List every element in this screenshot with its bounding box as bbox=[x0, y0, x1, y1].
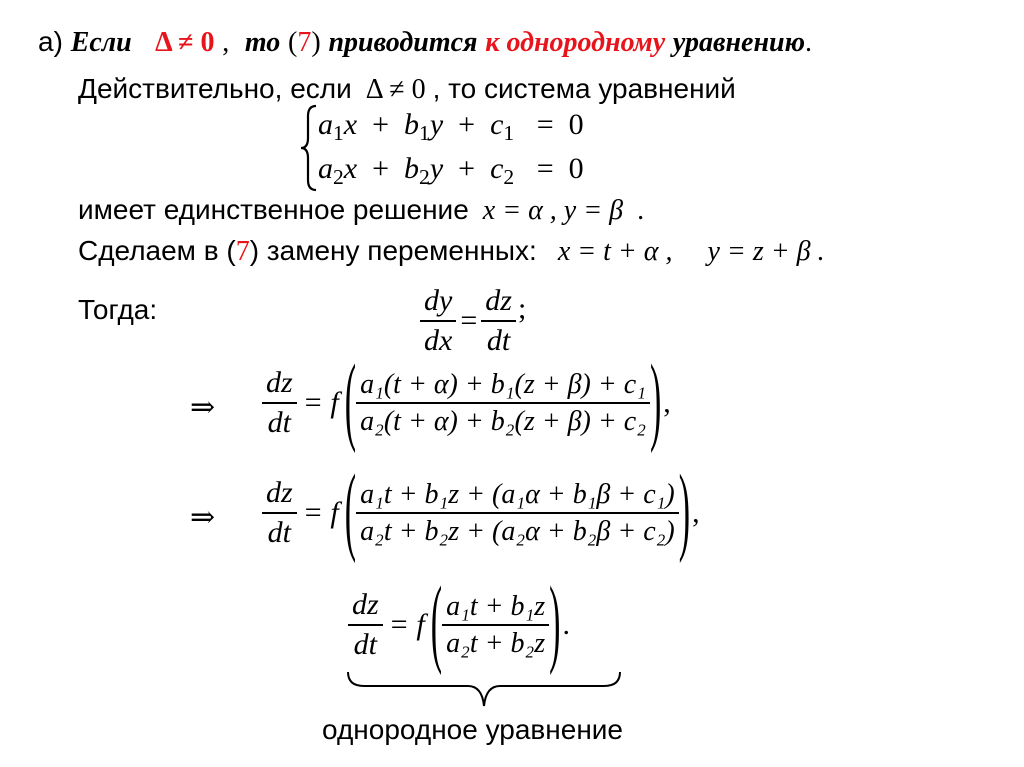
fraction-dy-dx bbox=[420, 282, 456, 359]
plus: + bbox=[458, 152, 476, 185]
plus: + bbox=[372, 108, 390, 141]
line4-text-b: ) замену переменных: bbox=[249, 235, 537, 266]
equation-step-1 bbox=[262, 347, 671, 455]
semicolon: ; bbox=[517, 291, 527, 325]
fraction-dz-dt bbox=[262, 474, 297, 551]
coef-a: a bbox=[318, 108, 333, 141]
fraction-denominator: dx bbox=[424, 323, 453, 357]
var-x: x bbox=[343, 152, 358, 185]
fraction-numerator: a₁t + b₁z bbox=[446, 590, 546, 622]
line4-text-a: Сделаем в ( bbox=[78, 235, 236, 266]
line4-substitution: x = t + α , y = z + β . bbox=[557, 236, 825, 267]
heading-paren-open: ( bbox=[288, 27, 298, 58]
heading-comma: , bbox=[222, 27, 230, 58]
fraction-denominator: a₂(t + α) + b₂(z + β) + c₂ bbox=[360, 405, 646, 437]
equation-step-2 bbox=[262, 457, 700, 565]
fraction-dz-dt bbox=[348, 586, 383, 663]
fraction-denominator: a₂t + b₂z + (a₂α + b₂β + c₂) bbox=[360, 515, 675, 547]
heading-if: Если bbox=[70, 27, 132, 58]
var-y: y bbox=[429, 108, 444, 141]
line-substitution bbox=[78, 237, 825, 266]
line2-text: Действительно, если bbox=[78, 73, 352, 104]
fraction-numerator: a₁(t + α) + b₁(z + β) + c₁ bbox=[360, 368, 646, 400]
system-row-2 bbox=[318, 152, 584, 190]
heading-line bbox=[38, 28, 812, 57]
fraction-dz-dt bbox=[262, 364, 297, 441]
line-indeed bbox=[78, 75, 736, 104]
heading-homogeneous: к однородному bbox=[485, 27, 666, 58]
equals: = bbox=[536, 152, 554, 185]
coef-c: c bbox=[490, 108, 504, 141]
heading-equation: уравнению bbox=[672, 27, 806, 58]
equals: = bbox=[460, 303, 478, 337]
sub: 2 bbox=[333, 165, 344, 190]
fraction-main bbox=[356, 477, 679, 549]
period: . bbox=[562, 607, 570, 641]
coef-b: b bbox=[404, 108, 420, 141]
zero: 0 bbox=[568, 108, 584, 141]
heading-reduces: приводится bbox=[328, 27, 478, 58]
right-paren: ) bbox=[649, 347, 662, 455]
line2-tail: , то система уравнений bbox=[432, 73, 736, 104]
equals-f: = f bbox=[302, 495, 339, 529]
sub: 2 bbox=[419, 165, 430, 190]
comma: , bbox=[663, 385, 671, 419]
fraction-denominator: dt bbox=[267, 405, 292, 439]
equals-f: = f bbox=[388, 607, 425, 641]
underbrace bbox=[344, 670, 624, 714]
right-paren: ) bbox=[678, 457, 691, 565]
fraction-numerator: a₁t + b₁z + (a₁α + b₁β + c₁) bbox=[360, 478, 675, 510]
line2-condition: Δ ≠ 0 bbox=[365, 74, 426, 105]
then-label: Тогда: bbox=[78, 294, 158, 325]
heading-period: . bbox=[805, 27, 813, 58]
fraction-main bbox=[356, 367, 650, 439]
sub: 1 bbox=[503, 121, 515, 146]
fraction-numerator: dz bbox=[266, 366, 293, 399]
implies-arrow-1: ⇒ bbox=[190, 391, 216, 424]
equation-homogeneous bbox=[348, 569, 570, 677]
fraction-denominator: dt bbox=[486, 323, 511, 357]
heading-paren-close: ) bbox=[311, 27, 321, 58]
fraction-denominator: a₂t + b₂z bbox=[446, 627, 546, 659]
fraction-numerator: dy bbox=[424, 284, 453, 317]
fraction-numerator: dz bbox=[485, 284, 512, 317]
sub: 1 bbox=[333, 121, 344, 146]
heading-eq-number: 7 bbox=[297, 27, 312, 58]
fraction-denominator: dt bbox=[267, 515, 292, 549]
coef-b: b bbox=[404, 152, 420, 185]
coef-a: a bbox=[318, 152, 333, 185]
line-unique-solution bbox=[78, 196, 644, 225]
sub: 1 bbox=[419, 121, 430, 146]
fraction-numerator: dz bbox=[266, 476, 293, 509]
equals: = bbox=[536, 108, 554, 141]
line3-text: имеет единственное решение bbox=[78, 194, 469, 225]
homogeneous-caption: однородное уравнение bbox=[322, 714, 623, 745]
fraction-numerator: dz bbox=[352, 588, 379, 621]
plus: + bbox=[458, 108, 476, 141]
line3-solution: x = α , y = β bbox=[482, 195, 624, 226]
left-paren: ( bbox=[430, 569, 443, 677]
implies-arrow-2: ⇒ bbox=[190, 501, 216, 534]
fraction-main bbox=[442, 589, 549, 661]
system-row-1 bbox=[318, 108, 584, 146]
equation-derivative-equality bbox=[420, 282, 526, 359]
comma: , bbox=[692, 495, 700, 529]
plus: + bbox=[372, 152, 390, 185]
heading-delta-condition: Δ ≠ 0 bbox=[155, 27, 215, 58]
equals-f: = f bbox=[302, 385, 339, 419]
fraction-denominator: dt bbox=[353, 627, 378, 661]
left-paren: ( bbox=[344, 347, 357, 455]
coef-c: c bbox=[490, 152, 504, 185]
right-paren: ) bbox=[549, 569, 561, 677]
var-x: x bbox=[343, 108, 358, 141]
line4-eq-number: 7 bbox=[235, 236, 250, 267]
zero: 0 bbox=[568, 152, 584, 185]
heading-prefix: а) bbox=[38, 26, 63, 57]
var-y: y bbox=[429, 152, 444, 185]
sub: 2 bbox=[503, 165, 515, 190]
fraction-dz-dt bbox=[481, 282, 516, 359]
heading-then: то bbox=[244, 27, 281, 58]
left-paren: ( bbox=[344, 457, 357, 565]
line3-end: . bbox=[637, 195, 645, 226]
